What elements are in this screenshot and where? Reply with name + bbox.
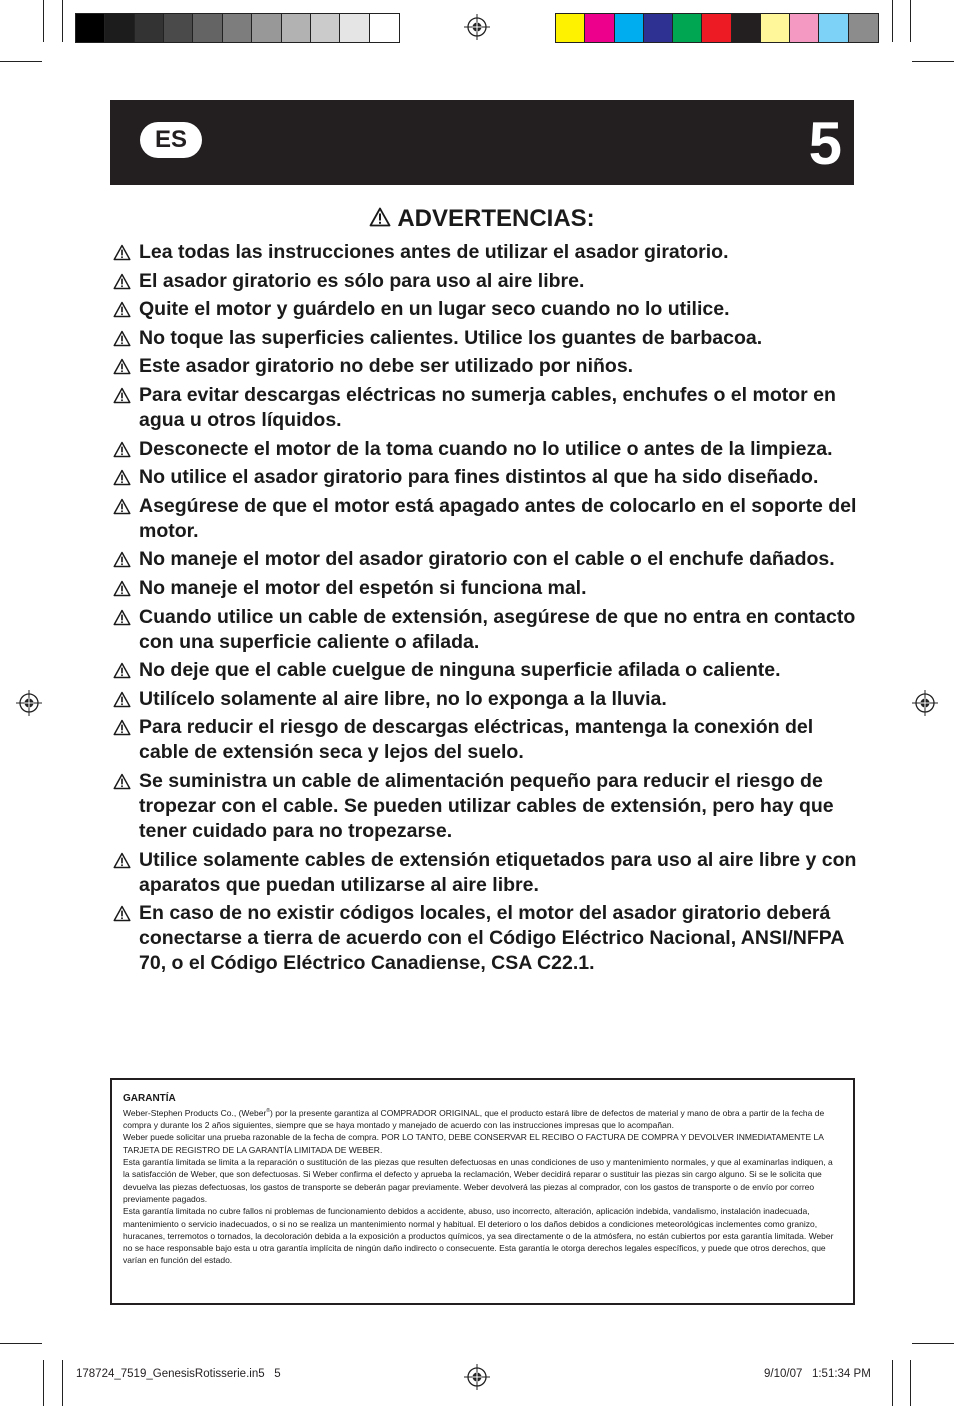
crop-mark-top-left-v	[43, 0, 44, 42]
warning-item	[113, 901, 858, 976]
warning-item	[113, 605, 858, 655]
warning-triangle-icon	[113, 580, 131, 597]
warning-item	[113, 715, 858, 765]
crop-mark-bottom-left-h	[0, 1343, 42, 1344]
warning-triangle-icon	[113, 441, 131, 458]
language-badge: ES	[140, 122, 202, 158]
gray-swatch	[105, 14, 134, 42]
grayscale-color-bar	[75, 13, 400, 43]
warning-triangle-icon	[113, 609, 131, 626]
gray-swatch	[193, 14, 222, 42]
warning-triangle-icon	[113, 358, 131, 375]
gray-swatch	[370, 14, 399, 42]
warning-triangle-icon	[113, 662, 131, 679]
color-swatch	[673, 14, 702, 42]
registered-mark: ®	[266, 1108, 270, 1114]
warning-item	[113, 269, 858, 294]
warning-item	[113, 494, 858, 544]
gray-swatch	[223, 14, 252, 42]
warning-triangle-icon	[369, 207, 391, 227]
color-swatch	[819, 14, 848, 42]
warning-text: Asegúrese de que el motor está apagado antes de colocarlo en el soporte del motor.	[139, 494, 857, 542]
warning-item	[113, 437, 858, 462]
color-swatch	[615, 14, 644, 42]
warning-triangle-icon	[113, 387, 131, 404]
warning-triangle-icon	[113, 469, 131, 486]
warning-text: Desconecte el motor de la toma cuando no lo utilice o antes de la limpieza.	[139, 437, 833, 460]
crop-mark-bottom-right-h	[912, 1343, 954, 1344]
warnings-title: ADVERTENCIAS:	[397, 205, 595, 232]
warning-item	[113, 576, 858, 601]
process-color-bar	[555, 13, 879, 43]
warning-text: No maneje el motor del espetón si funciona mal.	[139, 576, 587, 599]
warning-text: No deje que el cable cuelgue de ninguna superficie afilada o caliente.	[139, 659, 781, 682]
warning-text: Utilice solamente cables de extensión etiquetados para uso al aire libre y con aparatos que puedan utilizarse al aire libre.	[139, 848, 857, 896]
gray-swatch	[282, 14, 311, 42]
color-swatch	[556, 14, 585, 42]
warning-triangle-icon	[113, 773, 131, 790]
warnings-heading	[110, 204, 854, 234]
warning-item	[113, 465, 858, 490]
warning-item	[113, 547, 858, 572]
guarantee-paragraph	[123, 1105, 841, 1131]
warning-text: Para reducir el riesgo de descargas eléctricas, mantenga la conexión del cable de extensión seca y lejos del suelo.	[139, 716, 814, 764]
color-swatch	[761, 14, 790, 42]
warning-item	[113, 297, 858, 322]
crop-mark-top-right-v	[910, 0, 911, 42]
guarantee-text: Weber-Stephen Products Co., (Weber	[123, 1107, 267, 1118]
crop-mark-top-right-inner	[892, 0, 893, 42]
gray-swatch	[252, 14, 281, 42]
warning-item	[113, 354, 858, 379]
warning-text: En caso de no existir códigos locales, el motor del asador giratorio deberá conectarse a tierra de acuerdo con el Código Eléctrico Nacional, ANSI/NFPA 70, o el Código Eléctrico Canadiense, CSA C22.1.	[139, 902, 844, 975]
warning-text: Quite el motor y guárdelo en un lugar seco cuando no lo utilice.	[139, 298, 730, 321]
registration-target-icon	[912, 690, 938, 716]
warning-triangle-icon	[113, 852, 131, 869]
warning-triangle-icon	[113, 719, 131, 736]
color-swatch	[790, 14, 819, 42]
warnings-list	[113, 240, 858, 980]
warning-triangle-icon	[113, 301, 131, 318]
warning-text: Para evitar descargas eléctricas no sumerja cables, enchufes o el motor en agua u otros líquidos.	[139, 383, 836, 431]
guarantee-box	[110, 1078, 855, 1305]
warning-item	[113, 769, 858, 844]
warning-text: Cuando utilice un cable de extensión, asegúrese de que no entra en contacto con una superficie caliente o afilada.	[139, 605, 856, 653]
warning-triangle-icon	[113, 273, 131, 290]
warning-text: El asador giratorio es sólo para uso al aire libre.	[139, 269, 585, 292]
footer-timestamp: 9/10/07 1:51:34 PM	[764, 1368, 871, 1380]
crop-mark-bottom-left-inner	[62, 1360, 63, 1406]
warning-triangle-icon	[113, 330, 131, 347]
warning-text: No toque las superficies calientes. Utilice los guantes de barbacoa.	[139, 326, 763, 349]
crop-mark-bottom-right-inner	[892, 1360, 893, 1406]
crop-mark-bottom-left-v	[43, 1360, 44, 1406]
warning-triangle-icon	[113, 905, 131, 922]
warning-item	[113, 687, 858, 712]
page-number: 5	[808, 110, 842, 177]
guarantee-paragraph: Esta garantía limitada se limita a la reparación o sustitución de las piezas que resulten defectuosas en unas condiciones de uso y mantenimiento normales, y que al examinarlas indiquen, a la satisfacción de Weber, que son defectuosas. Si Weber confirma el defecto y aprueba la reclamación, Weber decidirá reparar o sustituir las piezas sin cargo alguno. Si se le solicita que devuelva las piezas defectuosas, los gastos de transporte se deberán pagar previamente. Weber devolverá las piezas al comprador, con los gastos de transporte o de envío por correo previamente pagados.	[123, 1157, 833, 1204]
color-swatch	[644, 14, 673, 42]
color-swatch	[732, 14, 761, 42]
warning-text: Utilícelo solamente al aire libre, no lo exponga a la lluvia.	[139, 687, 667, 710]
warning-item	[113, 326, 858, 351]
warning-text: No maneje el motor del asador giratorio con el cable o el enchufe dañados.	[139, 548, 835, 571]
warning-item	[113, 240, 858, 265]
warning-text: Este asador giratorio no debe ser utilizado por niños.	[139, 355, 634, 378]
guarantee-title: GARANTÍA	[123, 1093, 176, 1104]
warning-triangle-icon	[113, 691, 131, 708]
color-swatch	[585, 14, 614, 42]
guarantee-text: ) por la presente garantiza al COMPRADOR ORIGINAL, que el producto estará libre de defectos de material y mano de obra a partir de la fecha de compra y durante los 2 años siguientes, siempre que se haya montado y manejado de acuerdo con las instrucciones impresas que lo acompañan.	[123, 1107, 825, 1131]
guarantee-paragraph: Weber puede solicitar una prueba razonable de la fecha de compra. POR LO TANTO, DEBE CONSERVAR EL RECIBO O FACTURA DE COMPRA Y DEVOLVER INMEDIATAMENTE LA TARJETA DE REGISTRO DE LA GARANTÍA LIMITADA DE WEBER.	[123, 1132, 824, 1155]
guarantee-paragraph: Esta garantía limitada no cubre fallos ni problemas de funcionamiento debidos a accidente, abuso, uso incorrecto, alteración, aplicación indebida, vandalismo, instalación inadecuada, mantenimiento o servicio inadecuados, o si no se realiza un mantenimiento normal y habitual. El deterioro o los daños debidos a condiciones meteorológicas inclementes como granizo, huracanes, terremotos o tornados, la decoloración debida a la exposición a productos químicos, ya sea directamente o de la atmósfera, no están cubiertos por esta garantía limitada. Weber no se hace responsable bajo esta u otra garantía implícita de ningún daño indirecto o consecuente. Esta garantía le otorga derechos legales específicos, y puede que otros derechos, que varían en función del estado.	[123, 1206, 834, 1266]
crop-mark-top-right-h	[912, 61, 954, 62]
warning-triangle-icon	[113, 551, 131, 568]
warning-text: No utilice el asador giratorio para fines distintos al que ha sido diseñado.	[139, 466, 819, 489]
gray-swatch	[164, 14, 193, 42]
crop-mark-bottom-right-v	[910, 1360, 911, 1406]
warning-triangle-icon	[113, 498, 131, 515]
color-swatch	[849, 14, 878, 42]
crop-mark-top-left-h	[0, 61, 42, 62]
registration-target-icon	[464, 14, 490, 40]
page-header-bar	[110, 100, 854, 185]
registration-target-icon	[16, 690, 42, 716]
gray-swatch	[311, 14, 340, 42]
gray-swatch	[135, 14, 164, 42]
gray-swatch	[340, 14, 369, 42]
warning-text: Se suministra un cable de alimentación pequeño para reducir el riesgo de tropezar con el cable. Se pueden utilizar cables de extensión, pero hay que tener cuidado para no tropezarse.	[139, 769, 834, 842]
warning-item	[113, 848, 858, 898]
gray-swatch	[76, 14, 105, 42]
crop-mark-top-left-inner	[62, 0, 63, 42]
warning-text: Lea todas las instrucciones antes de utilizar el asador giratorio.	[139, 241, 729, 263]
warning-item	[113, 383, 858, 433]
warning-triangle-icon	[113, 244, 131, 261]
warning-item	[113, 658, 858, 683]
footer-filename: 178724_7519_GenesisRotisserie.in5 5	[76, 1368, 281, 1380]
color-swatch	[702, 14, 731, 42]
registration-target-icon	[464, 1364, 490, 1390]
